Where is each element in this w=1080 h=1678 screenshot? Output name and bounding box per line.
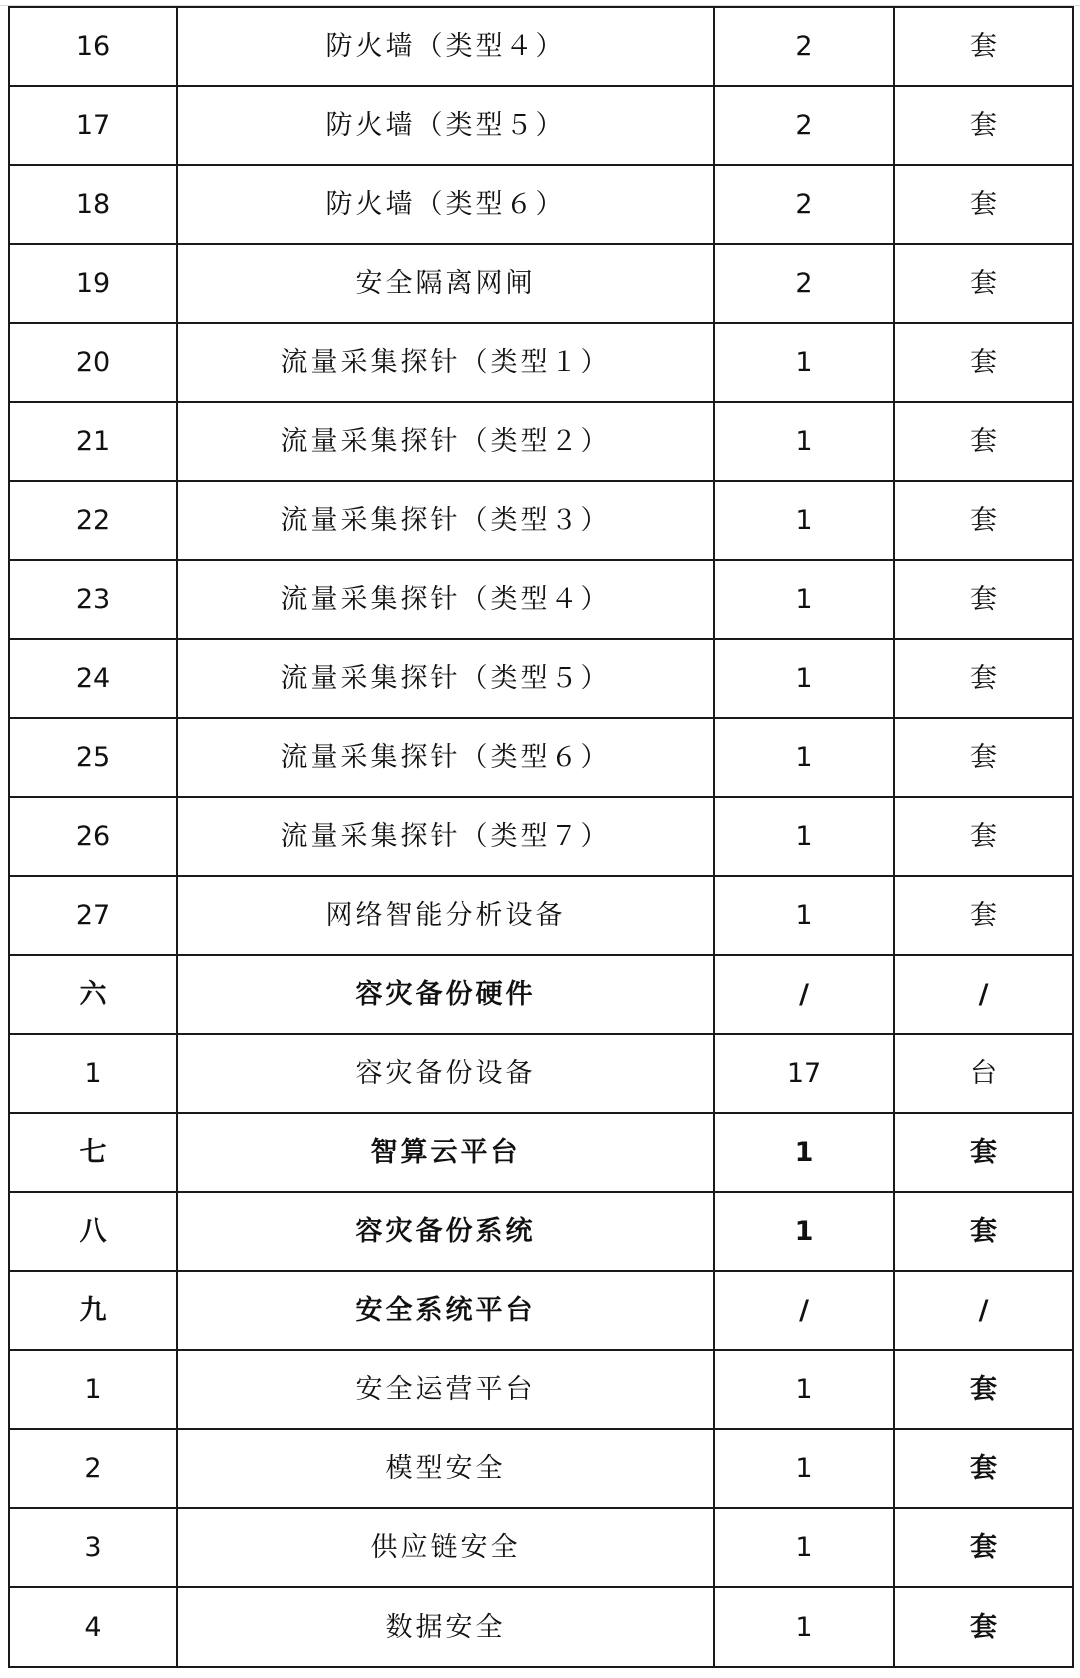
item-quantity-cell: 1 [714,1192,894,1271]
item-quantity-cell: 2 [714,244,894,323]
item-quantity-cell: 1 [714,797,894,876]
item-unit-cell: 套 [894,1350,1073,1429]
item-name-cell: 安全系统平台 [177,1271,714,1350]
item-quantity-cell: 1 [714,1508,894,1587]
item-number-cell: 七 [9,1113,177,1192]
item-quantity-cell: 1 [714,639,894,718]
item-unit-cell: 套 [894,639,1073,718]
item-number-cell: 25 [9,718,177,797]
item-name-cell: 流量采集探针（类型７） [177,797,714,876]
item-quantity-cell: / [714,955,894,1034]
table-row [9,1587,1073,1667]
table-row [9,165,1073,244]
item-quantity-cell: 1 [714,1350,894,1429]
item-name-cell: 容灾备份设备 [177,1034,714,1113]
item-name-cell: 防火墙（类型４） [177,7,714,86]
item-number-cell: 1 [9,1350,177,1429]
table-row [9,797,1073,876]
table-row [9,718,1073,797]
section-header-row [9,1113,1073,1192]
table-row [9,1508,1073,1587]
item-name-cell: 数据安全 [177,1587,714,1667]
item-number-cell: 4 [9,1587,177,1667]
item-quantity-cell: 1 [714,1429,894,1508]
item-unit-cell: 套 [894,876,1073,955]
item-number-cell: 26 [9,797,177,876]
equipment-list-table [8,6,1074,1668]
item-quantity-cell: 1 [714,323,894,402]
item-number-cell: 八 [9,1192,177,1271]
item-quantity-cell: 1 [714,402,894,481]
item-name-cell: 容灾备份硬件 [177,955,714,1034]
item-number-cell: 19 [9,244,177,323]
item-unit-cell: / [894,1271,1073,1350]
table-row [9,7,1073,86]
table-row [9,481,1073,560]
item-name-cell: 安全运营平台 [177,1350,714,1429]
item-number-cell: 1 [9,1034,177,1113]
item-quantity-cell: 1 [714,876,894,955]
item-name-cell: 流量采集探针（类型３） [177,481,714,560]
item-unit-cell: 套 [894,86,1073,165]
item-number-cell: 22 [9,481,177,560]
item-quantity-cell: 1 [714,560,894,639]
item-name-cell: 智算云平台 [177,1113,714,1192]
item-unit-cell: 套 [894,1192,1073,1271]
table-row [9,1429,1073,1508]
table-body [9,7,1073,1667]
item-name-cell: 网络智能分析设备 [177,876,714,955]
table-row [9,1034,1073,1113]
item-number-cell: 九 [9,1271,177,1350]
item-name-cell: 流量采集探针（类型１） [177,323,714,402]
item-name-cell: 防火墙（类型５） [177,86,714,165]
item-name-cell: 模型安全 [177,1429,714,1508]
item-unit-cell: 套 [894,1587,1073,1667]
table-row [9,244,1073,323]
item-unit-cell: 套 [894,797,1073,876]
table-row [9,876,1073,955]
item-unit-cell: 套 [894,560,1073,639]
item-number-cell: 3 [9,1508,177,1587]
item-number-cell: 2 [9,1429,177,1508]
section-header-row [9,1271,1073,1350]
item-quantity-cell: 2 [714,86,894,165]
table-row [9,639,1073,718]
item-unit-cell: 套 [894,165,1073,244]
item-name-cell: 供应链安全 [177,1508,714,1587]
table-row [9,323,1073,402]
item-name-cell: 容灾备份系统 [177,1192,714,1271]
item-name-cell: 安全隔离网闸 [177,244,714,323]
item-quantity-cell: 1 [714,718,894,797]
item-quantity-cell: 1 [714,481,894,560]
table-row [9,560,1073,639]
item-name-cell: 防火墙（类型６） [177,165,714,244]
table-row [9,402,1073,481]
item-unit-cell: 套 [894,402,1073,481]
item-unit-cell: 套 [894,718,1073,797]
item-name-cell: 流量采集探针（类型５） [177,639,714,718]
item-quantity-cell: 1 [714,1113,894,1192]
item-unit-cell: 套 [894,481,1073,560]
item-quantity-cell: 17 [714,1034,894,1113]
item-unit-cell: 套 [894,1113,1073,1192]
item-name-cell: 流量采集探针（类型２） [177,402,714,481]
item-unit-cell: / [894,955,1073,1034]
item-name-cell: 流量采集探针（类型４） [177,560,714,639]
item-unit-cell: 套 [894,244,1073,323]
item-unit-cell: 套 [894,1429,1073,1508]
item-unit-cell: 套 [894,1508,1073,1587]
item-quantity-cell: 1 [714,1587,894,1667]
item-unit-cell: 套 [894,7,1073,86]
item-quantity-cell: / [714,1271,894,1350]
item-number-cell: 18 [9,165,177,244]
item-name-cell: 流量采集探针（类型６） [177,718,714,797]
item-number-cell: 24 [9,639,177,718]
item-number-cell: 21 [9,402,177,481]
item-number-cell: 27 [9,876,177,955]
item-number-cell: 20 [9,323,177,402]
section-header-row [9,955,1073,1034]
item-unit-cell: 台 [894,1034,1073,1113]
table-row [9,86,1073,165]
item-unit-cell: 套 [894,323,1073,402]
item-number-cell: 16 [9,7,177,86]
item-number-cell: 六 [9,955,177,1034]
section-header-row [9,1192,1073,1271]
item-number-cell: 23 [9,560,177,639]
item-quantity-cell: 2 [714,165,894,244]
item-quantity-cell: 2 [714,7,894,86]
item-number-cell: 17 [9,86,177,165]
table-row [9,1350,1073,1429]
